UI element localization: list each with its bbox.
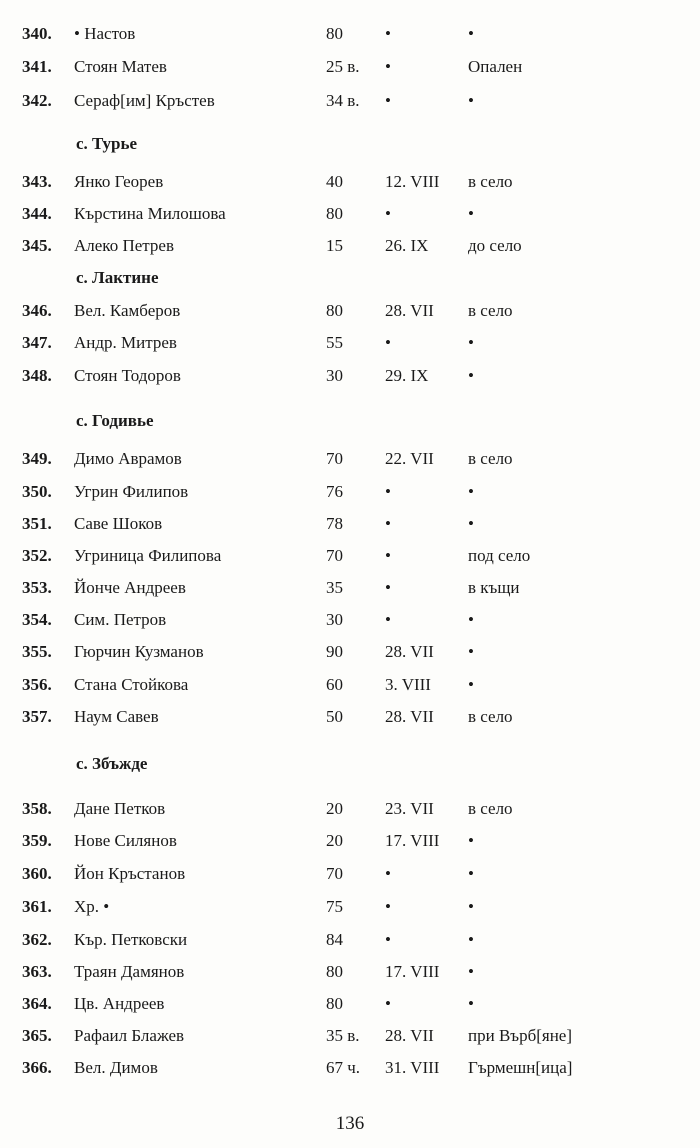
- entry-place: •: [468, 675, 474, 694]
- entry-date: 28. VII: [385, 642, 434, 661]
- entry-place: •: [468, 482, 474, 501]
- entry-row: [0, 990, 700, 1018]
- entry-date: 28. VII: [385, 707, 434, 726]
- entry-row: [0, 362, 700, 390]
- entry-date: 17. VIII: [385, 962, 440, 981]
- village-heading: с. Турье: [76, 134, 138, 153]
- entry-name: Сим. Петров: [74, 610, 167, 629]
- entry-number: 358.: [22, 799, 52, 818]
- entry-place: •: [468, 366, 474, 385]
- entry-number: 354.: [22, 610, 52, 629]
- entry-row: [0, 671, 700, 699]
- entry-name: Цв. Андреев: [74, 994, 165, 1013]
- entry-age: 30: [326, 610, 343, 629]
- entry-row: [0, 1022, 700, 1050]
- entry-name: Вел. Димов: [74, 1058, 158, 1077]
- entry-row: [0, 795, 700, 823]
- entry-age: 80: [326, 301, 343, 320]
- village-heading: с. Лактине: [76, 268, 159, 287]
- entry-date: •: [385, 91, 391, 110]
- entry-row: [0, 53, 700, 81]
- entry-place: •: [468, 962, 474, 981]
- entry-row: [0, 20, 700, 48]
- entry-row: [0, 827, 700, 855]
- entry-place: в село: [468, 301, 513, 320]
- entry-place: •: [468, 994, 474, 1013]
- entry-number: 347.: [22, 333, 52, 352]
- entry-row: [0, 703, 700, 731]
- entry-age: 40: [326, 172, 343, 191]
- entry-name: Хр. •: [74, 897, 110, 916]
- entry-age: 15: [326, 236, 343, 255]
- entry-age: 80: [326, 962, 343, 981]
- entry-date: •: [385, 864, 391, 883]
- entry-date: 28. VII: [385, 1026, 434, 1045]
- entry-date: •: [385, 546, 391, 565]
- entry-row: [0, 329, 700, 357]
- entry-age: 70: [326, 449, 343, 468]
- entry-name: Нове Силянов: [74, 831, 177, 850]
- entry-place: •: [468, 91, 474, 110]
- entry-number: 362.: [22, 930, 52, 949]
- entry-age: 25 в.: [326, 57, 360, 76]
- entry-row: [0, 232, 700, 260]
- entry-row: [0, 1054, 700, 1082]
- entry-date: •: [385, 57, 391, 76]
- entry-name: Андр. Митрев: [74, 333, 177, 352]
- entry-row: [0, 860, 700, 888]
- entry-name: Гюрчин Кузманов: [74, 642, 204, 661]
- entry-date: •: [385, 204, 391, 223]
- entry-row: [0, 297, 700, 325]
- entry-number: 341.: [22, 57, 52, 76]
- entry-date: 22. VII: [385, 449, 434, 468]
- entry-place: под село: [468, 546, 531, 565]
- entry-age: 80: [326, 204, 343, 223]
- entry-date: 12. VIII: [385, 172, 440, 191]
- entry-date: 3. VIII: [385, 675, 431, 694]
- entry-row: [0, 445, 700, 473]
- entry-row: [0, 958, 700, 986]
- entry-place: •: [468, 864, 474, 883]
- entry-number: 345.: [22, 236, 52, 255]
- entry-number: 344.: [22, 204, 52, 223]
- entry-age: 90: [326, 642, 343, 661]
- entry-date: 23. VII: [385, 799, 434, 818]
- entry-name: Вел. Камберов: [74, 301, 181, 320]
- entry-age: 70: [326, 864, 343, 883]
- entry-row: [0, 926, 700, 954]
- entry-row: [0, 478, 700, 506]
- entry-name: Кърстина Милошова: [74, 204, 226, 223]
- entry-date: •: [385, 578, 391, 597]
- entry-age: 35: [326, 578, 343, 597]
- entry-name: Рафаил Блажев: [74, 1026, 185, 1045]
- entry-place: •: [468, 610, 474, 629]
- entry-age: 30: [326, 366, 343, 385]
- entry-place: в село: [468, 449, 513, 468]
- entry-row: [0, 542, 700, 570]
- entry-date: •: [385, 930, 391, 949]
- entry-number: 360.: [22, 864, 52, 883]
- entry-name: Дане Петков: [74, 799, 166, 818]
- entry-row: [0, 574, 700, 602]
- entry-name: Янко Георев: [74, 172, 164, 191]
- entry-place: Гърмешн[ица]: [468, 1058, 573, 1077]
- entry-row: [0, 168, 700, 196]
- entry-number: 353.: [22, 578, 52, 597]
- entry-date: •: [385, 897, 391, 916]
- entry-name: Йонче Андреев: [74, 578, 186, 597]
- entry-name: Траян Дамянов: [74, 962, 185, 981]
- village-heading: с. Збъжде: [76, 754, 148, 773]
- entry-name: Угрин Филипов: [74, 482, 189, 501]
- entry-place: •: [468, 24, 474, 43]
- entry-number: 342.: [22, 91, 52, 110]
- entry-date: 31. VIII: [385, 1058, 440, 1077]
- entry-name: Сераф[им] Кръстев: [74, 91, 215, 110]
- entry-name: Димо Аврамов: [74, 449, 182, 468]
- entry-number: 352.: [22, 546, 52, 565]
- entry-number: 363.: [22, 962, 52, 981]
- entry-name: Стоян Тодоров: [74, 366, 181, 385]
- entry-name: Стоян Матев: [74, 57, 167, 76]
- entry-number: 348.: [22, 366, 52, 385]
- entry-place: •: [468, 514, 474, 533]
- entry-age: 75: [326, 897, 343, 916]
- entry-number: 346.: [22, 301, 52, 320]
- page-number: 136: [335, 1113, 365, 1134]
- entry-place: •: [468, 897, 474, 916]
- entry-date: 28. VII: [385, 301, 434, 320]
- entry-age: 80: [326, 24, 343, 43]
- entry-number: 350.: [22, 482, 52, 501]
- entry-name: Кър. Петковски: [74, 930, 188, 949]
- entry-number: 357.: [22, 707, 52, 726]
- entry-number: 366.: [22, 1058, 52, 1077]
- entry-date: 29. IX: [385, 366, 429, 385]
- entry-row: [0, 510, 700, 538]
- entry-place: в къщи: [468, 578, 520, 597]
- entry-place: при Върб[яне]: [468, 1026, 573, 1045]
- entry-number: 349.: [22, 449, 52, 468]
- entry-date: •: [385, 333, 391, 352]
- entry-place: •: [468, 333, 474, 352]
- entry-age: 50: [326, 707, 343, 726]
- entry-place: •: [468, 831, 474, 850]
- entry-name: • Настов: [74, 24, 136, 43]
- entry-age: 20: [326, 799, 343, 818]
- entry-row: [0, 638, 700, 666]
- entry-row: [0, 87, 700, 115]
- entry-place: •: [468, 204, 474, 223]
- entry-age: 60: [326, 675, 343, 694]
- entry-name: Наум Савев: [74, 707, 159, 726]
- entry-age: 67 ч.: [326, 1058, 361, 1077]
- entry-age: 80: [326, 994, 343, 1013]
- entry-date: 26. IX: [385, 236, 429, 255]
- entry-date: •: [385, 482, 391, 501]
- entry-number: 343.: [22, 172, 52, 191]
- entry-date: •: [385, 994, 391, 1013]
- entry-date: •: [385, 24, 391, 43]
- entry-place: в село: [468, 172, 513, 191]
- entry-date: •: [385, 514, 391, 533]
- entry-place: •: [468, 930, 474, 949]
- entry-place: до село: [468, 236, 522, 255]
- entry-number: 356.: [22, 675, 52, 694]
- entry-name: Саве Шоков: [74, 514, 163, 533]
- entry-age: 20: [326, 831, 343, 850]
- entry-row: [0, 606, 700, 634]
- entry-age: 55: [326, 333, 343, 352]
- entry-name: Угриница Филипова: [74, 546, 222, 565]
- entry-age: 70: [326, 546, 343, 565]
- entry-row: [0, 893, 700, 921]
- entry-number: 361.: [22, 897, 52, 916]
- entry-age: 35 в.: [326, 1026, 360, 1045]
- entry-age: 76: [326, 482, 343, 501]
- entry-date: •: [385, 610, 391, 629]
- entry-age: 78: [326, 514, 343, 533]
- entry-place: в село: [468, 799, 513, 818]
- entry-number: 365.: [22, 1026, 52, 1045]
- entry-number: 351.: [22, 514, 52, 533]
- entry-name: Стана Стойкова: [74, 675, 189, 694]
- village-heading: с. Годивье: [76, 411, 154, 430]
- entry-row: [0, 200, 700, 228]
- entry-place: в село: [468, 707, 513, 726]
- entry-age: 34 в.: [326, 91, 360, 110]
- entry-age: 84: [326, 930, 343, 949]
- entry-number: 359.: [22, 831, 52, 850]
- entry-number: 340.: [22, 24, 52, 43]
- entry-number: 364.: [22, 994, 52, 1013]
- entry-place: Опален: [468, 57, 523, 76]
- entry-place: •: [468, 642, 474, 661]
- entry-name: Йон Кръстанов: [74, 864, 186, 883]
- entry-number: 355.: [22, 642, 52, 661]
- entry-name: Алеко Петрев: [74, 236, 174, 255]
- entry-date: 17. VIII: [385, 831, 440, 850]
